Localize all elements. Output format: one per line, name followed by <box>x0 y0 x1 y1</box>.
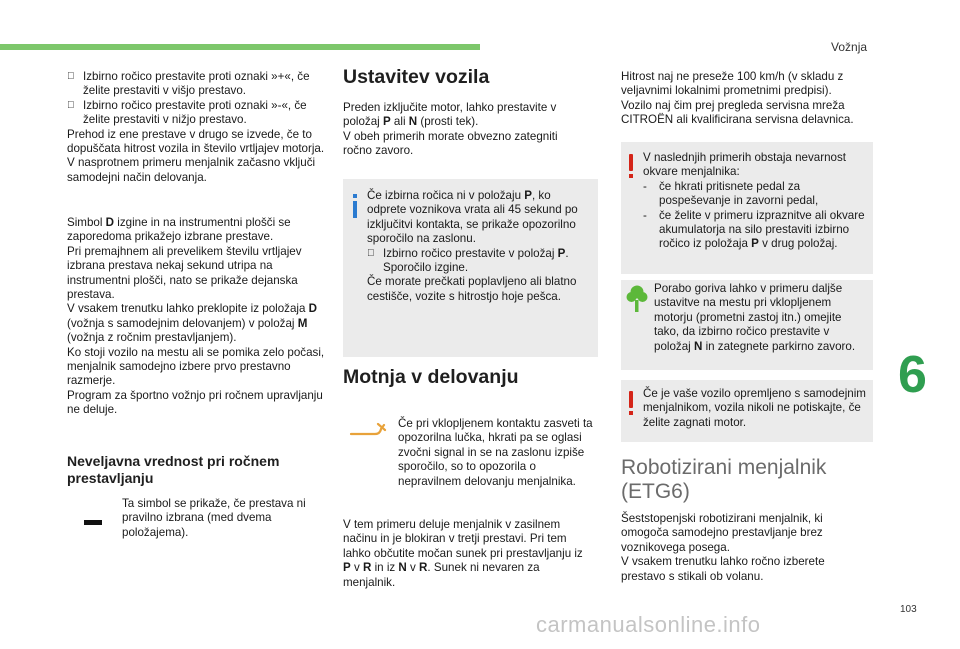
page-number: 103 <box>900 604 917 615</box>
paragraph: V vsakem trenutku lahko ročno izberete prestavo s stikali ob volanu. <box>621 555 825 583</box>
info-icon <box>353 194 357 218</box>
section-color-bar <box>0 44 480 50</box>
eco-leaf-icon <box>625 282 649 314</box>
watermark: carmanualsonline.info <box>536 612 761 637</box>
paragraph: Ko stoji vozilo na mestu ali se pomika zelo počasi, menjalnik samodejno izbere prvo prestavno razmerje. <box>67 345 325 388</box>
paragraph: V tem primeru deluje menjalnik v zasilnem načinu in je blokiran v tretji prestavi. Pri tem lahko občutite močan sunek pri prestavljanju iz P v R in iz N v R. Sunek ni nevaren za menjalnik. <box>343 518 583 589</box>
warning-box-2-text: Če je vaše vozilo opremljeno s samodejnim menjalnikom, vozila nikoli ne potiskajte, če želite zagnati motor. <box>643 387 866 429</box>
heading-invalid-value: Neveljavna vrednost pri ročnem prestavljanju <box>67 453 280 486</box>
section-title: Vožnja <box>831 40 868 54</box>
paragraph: Šeststopenjski robotizirani menjalnik, ki omogoča samodejno prestavljanje brez voznikovega posega. <box>621 512 823 554</box>
heading-stopping: Ustavitev vozila <box>343 66 490 88</box>
eco-tip-text <box>654 282 868 354</box>
paragraph: Če izbirna ročica ni v položaju P, ko odprete voznikova vrata ali 45 sekund po izključitvi kontakta, se prikaže opozorilno sporočilo na zaslonu. <box>367 189 578 246</box>
warning-exclamation-icon <box>629 154 633 178</box>
speed-limit-text <box>621 70 871 128</box>
invalid-gear-symbol-icon <box>84 520 102 525</box>
malfunction-text: Če pri vklopljenem kontaktu zasveti ta opozorilna lučka, hkrati pa se oglasi zvočni signal in se na zaslonu izpiše sporočilo, so to opozorila o nepravilnem delovanju menjalnika. <box>398 417 593 488</box>
dash-item: - če hkrati pritisnete pedal za pospeševanje in zavorni pedal, <box>643 179 819 208</box>
robotized-gearbox-text <box>621 512 871 584</box>
paragraph: Simbol D izgine in na instrumentni plošči se zaporedoma prikažejo izbrane prestave. <box>67 216 291 244</box>
wrench-warning-icon <box>349 420 387 438</box>
paragraph: Porabo goriva lahko v primeru daljše ustavitve na mestu pri vklopljenem motorju (prometni zastoj itn.) omejite tako, da izbirno ročico prestavite v položaj N in zategnete parkirno zavoro. <box>654 282 856 353</box>
paragraph: Če morate prečkati poplavljeno ali blatno cestišče, vozite s hitrostjo hoje pešca. <box>367 275 577 303</box>
bullet-upshift: Izbirno ročico prestavite proti oznaki »+«, če želite prestaviti v višjo prestavo. <box>67 70 327 99</box>
heading-malfunction: Motnja v delovanju <box>343 366 519 388</box>
bullet-marker <box>67 99 83 128</box>
heading-robotized-gearbox: Robotizirani menjalnik (ETG6) <box>621 456 827 503</box>
paragraph: Preden izključite motor, lahko prestavite v položaj P ali N (prosti tek). <box>343 101 557 129</box>
stopping-text <box>343 101 588 159</box>
warning-box-1-text <box>643 151 867 252</box>
paragraph: Vozilo naj čim prej pregleda servisna mreža CITROËN ali kvalificirana servisna delavnica. <box>621 98 854 127</box>
paragraph: Prehod iz ene prestave v drugo se izvede, če to dopuščata hitrost vozila in število vrtljajev motorja. V nasprotnem primeru menjalnik začasno vključi samodejni način delovanja. <box>67 127 325 184</box>
dash-item: - če želite v primeru izpraznitve ali okvare akumulatorja na silo prestaviti izbirno ročico iz položaja P v drug položaj. <box>643 208 865 251</box>
info-box-text <box>367 189 591 304</box>
info-bullet: Izbirno ročico prestavite v položaj P. Sporočilo izgine. <box>367 247 591 276</box>
paragraph: V naslednjih primerih obstaja nevarnost okvare menjalnika: <box>643 151 847 179</box>
paragraph: Pri premajhnem ali prevelikem številu vrtljajev izbrana prestava nekaj sekund utripa na instrumentni plošči, nato se prikaže dejanska prestava. <box>67 244 302 302</box>
chapter-number: 6 <box>898 346 927 404</box>
paragraph: Program za športno vožnjo pri ročnem upravljanju ne deluje. <box>67 388 323 417</box>
malfunction-detail <box>343 518 593 590</box>
bullet-marker <box>67 70 83 99</box>
paragraph: V obeh primerih morate obvezno zategniti ročno zavoro. <box>343 129 558 158</box>
paragraph: Hitrost naj ne preseže 100 km/h (v skladu z veljavnimi lokalnimi prometnimi predpisi). <box>621 70 844 98</box>
manual-shift-instructions <box>67 70 327 185</box>
gear-display-text <box>67 216 327 418</box>
warning-exclamation-icon <box>629 391 633 415</box>
invalid-gear-text: Ta simbol se prikaže, če prestava ni pravilno izbrana (med dvema položajema). <box>122 497 306 539</box>
bullet-downshift: Izbirno ročico prestavite proti oznaki »-«, če želite prestaviti v nižjo prestavo. <box>67 99 327 128</box>
paragraph: V vsakem trenutku lahko preklopite iz položaja D (vožnja s samodejnim delovanjem) v položaj M (vožnja z ročnim prestavljanjem). <box>67 302 318 345</box>
bullet-marker <box>367 247 383 276</box>
